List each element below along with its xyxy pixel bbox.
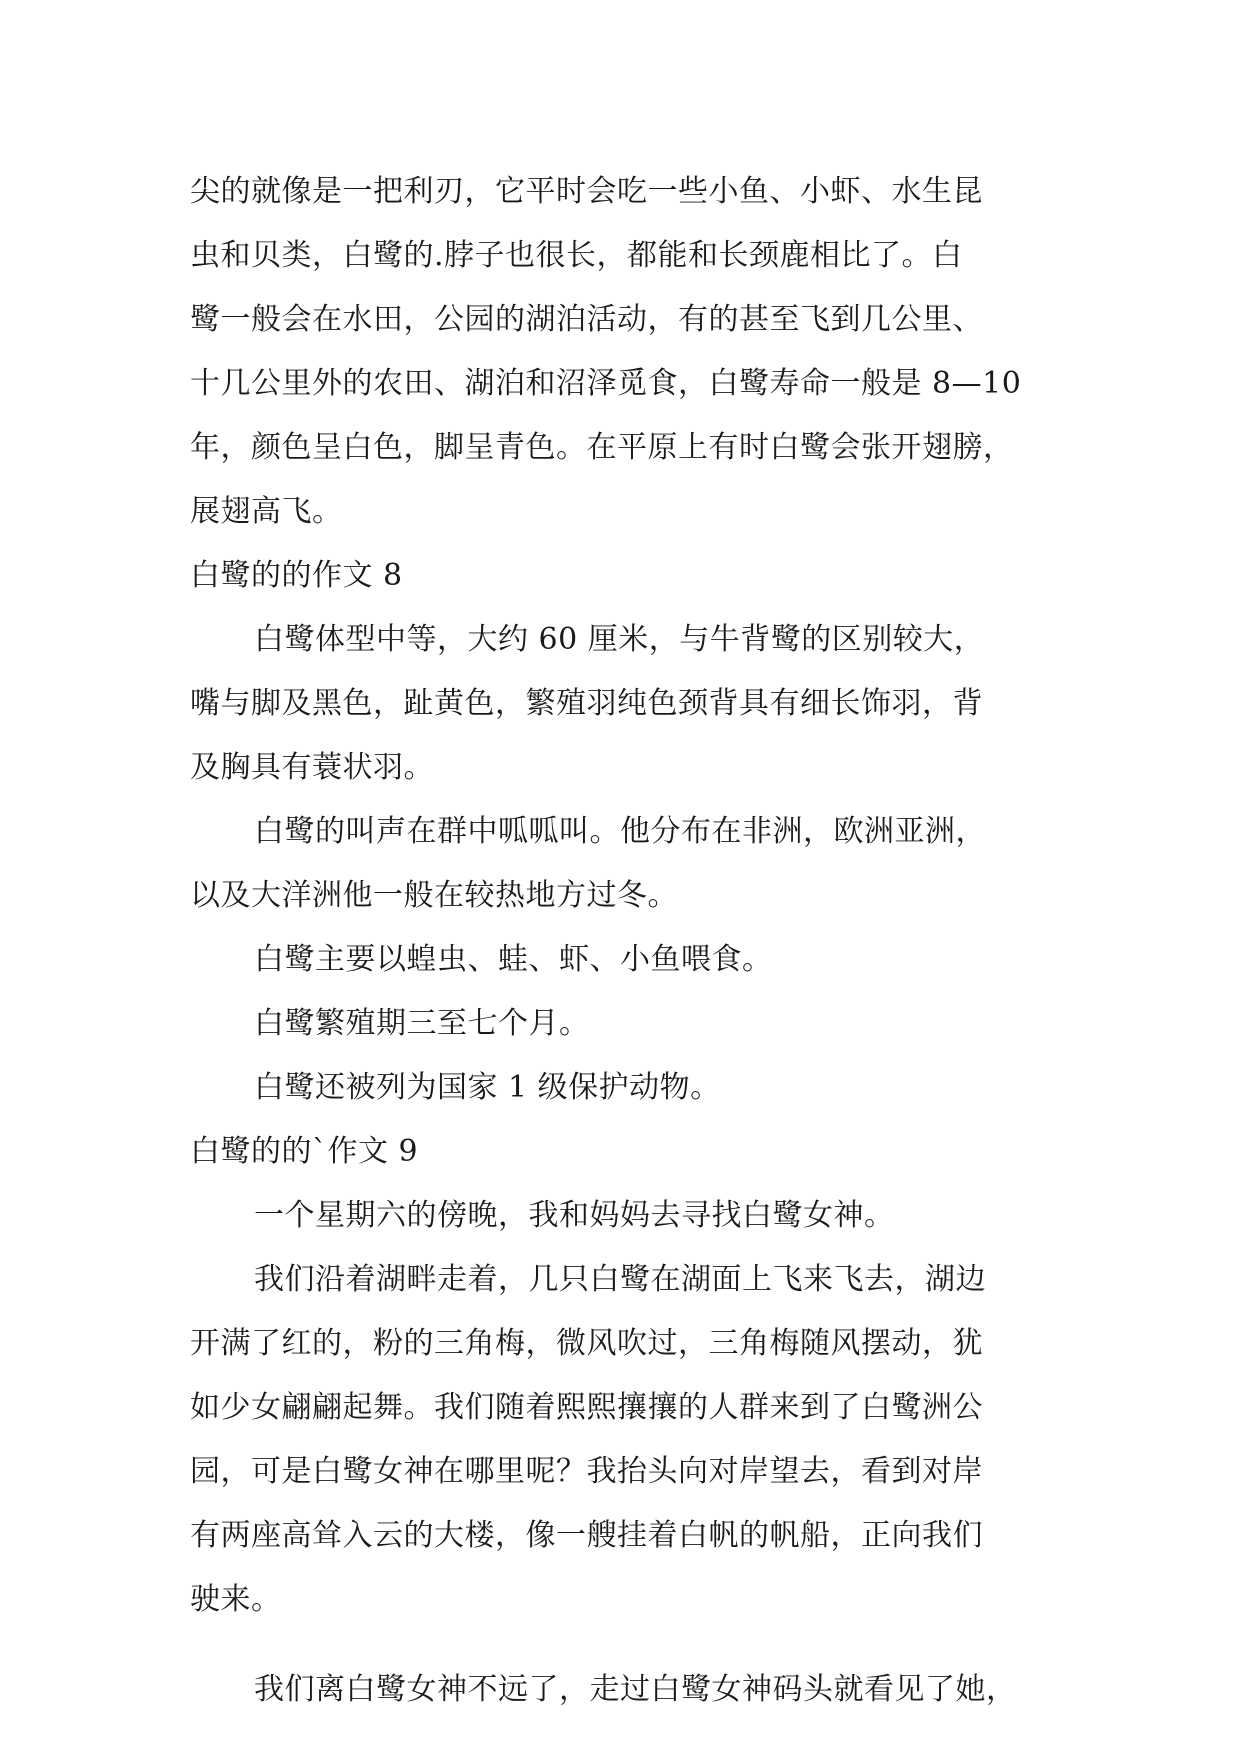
text-line: 嘴与脚及黑色，趾黄色，繁殖羽纯色颈背具有细长饰羽，背 (190, 686, 983, 721)
text-line: 一个星期六的傍晚，我和妈妈去寻找白鹭女神。 (254, 1198, 895, 1233)
text-line: 十几公里外的农田、湖泊和沼泽觅食，白鹭寿命一般是 8—10 (190, 366, 1022, 401)
text-line: 驶来。 (190, 1582, 282, 1617)
text-line: 我们沿着湖畔走着，几只白鹭在湖面上飞来飞去，湖边 (254, 1262, 986, 1297)
text-line: 有两座高耸入云的大楼，像一艘挂着白帆的帆船，正向我们 (190, 1518, 983, 1553)
document-body (190, 160, 1070, 1722)
text-line: 园，可是白鹭女神在哪里呢？我抬头向对岸望去，看到对岸 (190, 1454, 983, 1489)
text-line: 我们离白鹭女神不远了，走过白鹭女神码头就看见了她， (254, 1672, 1017, 1707)
text-line: 尖的就像是一把利刃，它平时会吃一些小鱼、小虾、水生昆 (190, 174, 983, 209)
text-line: 如少女翩翩起舞。我们随着熙熙攘攘的人群来到了白鹭洲公 (190, 1390, 983, 1425)
text-line: 开满了红的，粉的三角梅，微风吹过，三角梅随风摆动，犹 (190, 1326, 983, 1361)
text-line: 及胸具有蓑状羽。 (190, 750, 434, 785)
text-line: 展翅高飞。 (190, 494, 343, 529)
section-heading: 白鹭的的`作文 9 (190, 1134, 419, 1169)
text-line: 以及大洋洲他一般在较热地方过冬。 (190, 878, 678, 913)
text-line: 白鹭主要以蝗虫、蛙、虾、小鱼喂食。 (254, 942, 773, 977)
text-line: 年，颜色呈白色，脚呈青色。在平原上有时白鹭会张开翅膀， (190, 430, 1014, 465)
section-heading: 白鹭的的作文 8 (190, 558, 403, 593)
text-line: 白鹭的叫声在群中呱呱叫。他分布在非洲，欧洲亚洲， (254, 814, 986, 849)
text-line: 虫和贝类，白鹭的.脖子也很长，都能和长颈鹿相比了。白 (190, 238, 963, 273)
text-line: 鹭一般会在水田，公园的湖泊活动，有的甚至飞到几公里、 (190, 302, 983, 337)
text-line: 白鹭体型中等，大约 60 厘米，与牛背鹭的区别较大， (254, 622, 985, 657)
text-line: 白鹭还被列为国家 1 级保护动物。 (254, 1070, 721, 1105)
text-line: 白鹭繁殖期三至七个月。 (254, 1006, 590, 1041)
